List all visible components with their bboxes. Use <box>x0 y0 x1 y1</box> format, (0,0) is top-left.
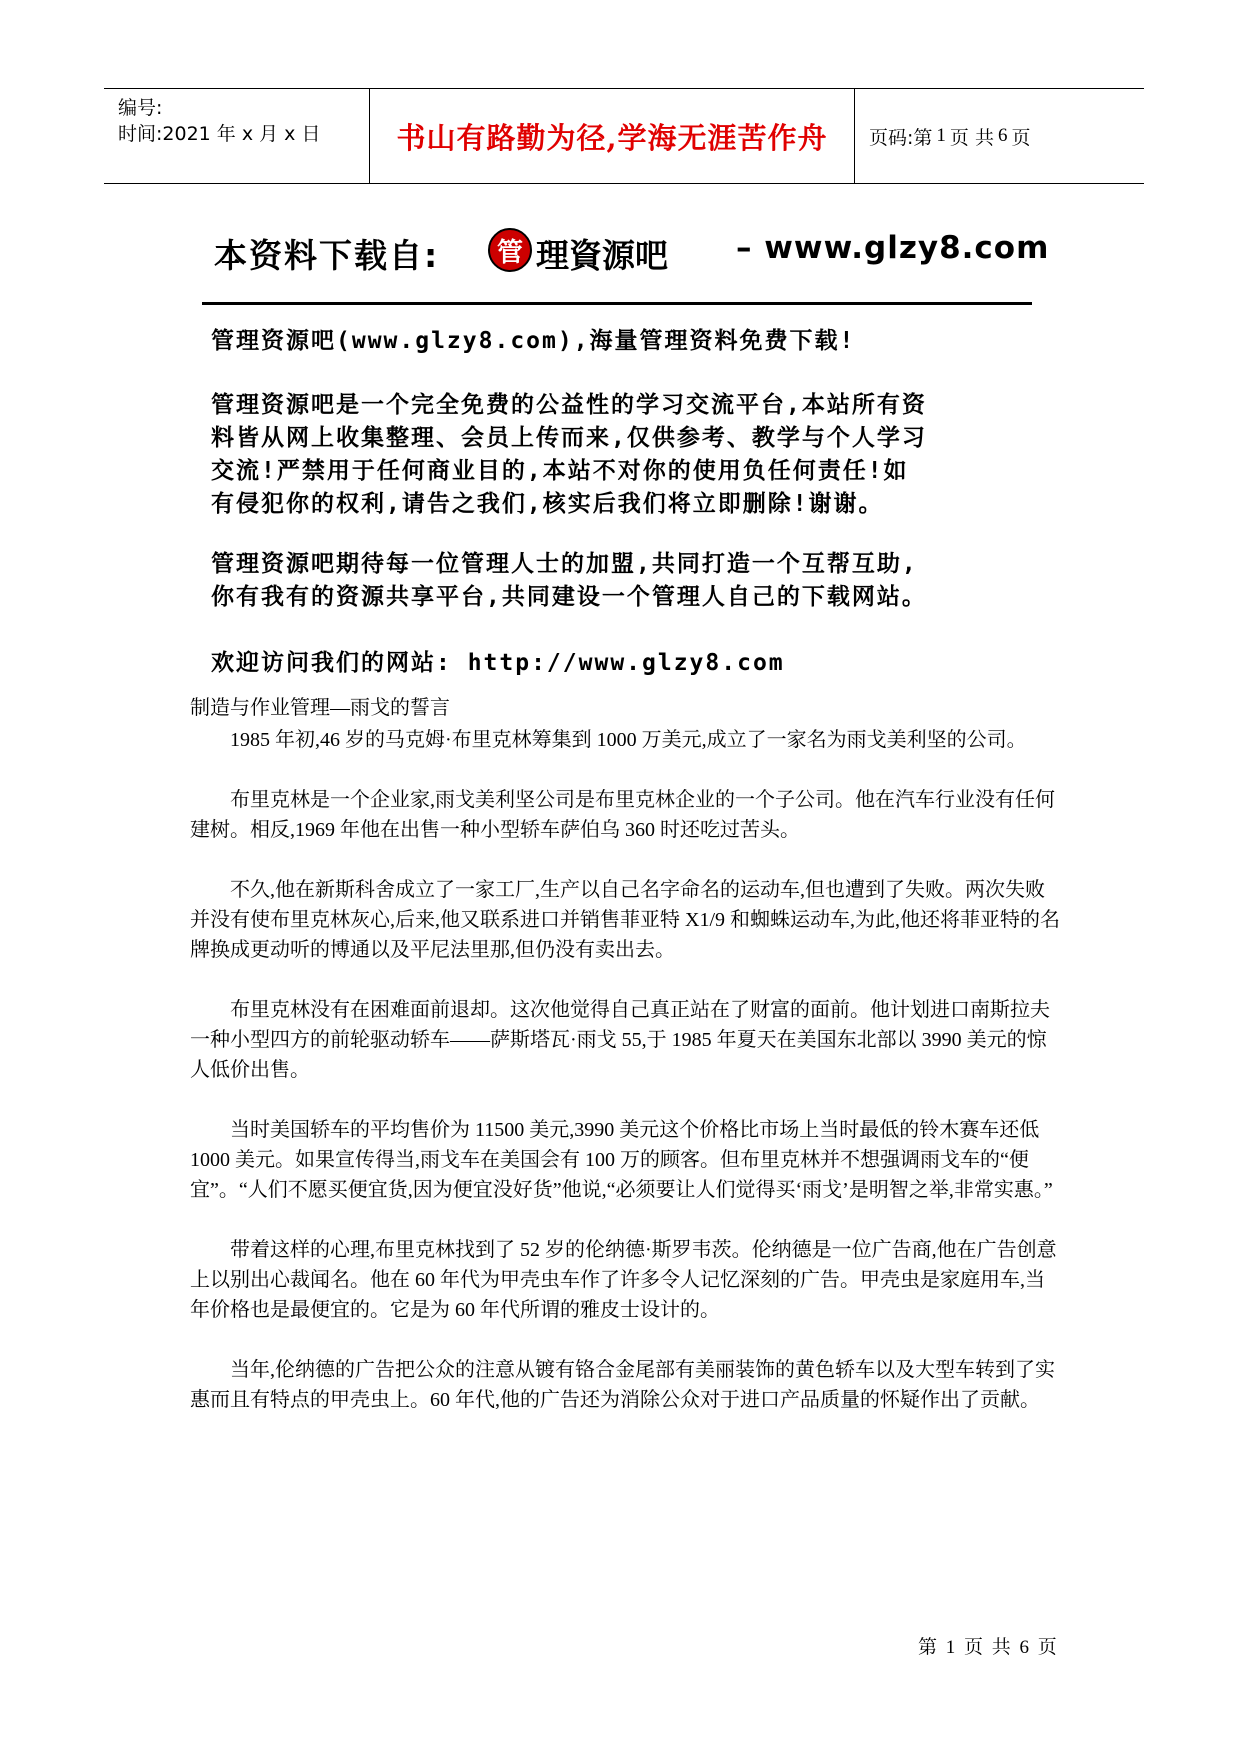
article <box>190 693 1060 1415</box>
logo-char: 管 <box>496 237 523 268</box>
banner-divider <box>202 302 1032 305</box>
notice-para2-line: 交流!严禁用于任何商业目的,本站不对你的使用负任何责任!如 <box>211 458 909 484</box>
notice-para2 <box>211 389 1071 521</box>
article-paragraph: 当年,伦纳德的广告把公众的注意从镀有铬合金尾部有美丽装饰的黄色轿车以及大型车转到了实惠而且有特点的甲壳虫上。60 年代,他的广告还为消除公众对于进口产品质量的怀疑作出了贡献。 <box>190 1359 1055 1411</box>
motto: 书山有路勤为径,学海无涯苦作舟 <box>396 120 828 155</box>
time-label: 时间:2021 年 x 月 x 日 <box>118 123 321 145</box>
notice-para2-line: 管理资源吧是一个完全免费的公益性的学习交流平台,本站所有资 <box>211 392 927 418</box>
article-paragraph: 布里克林是一个企业家,雨戈美利坚公司是布里克林企业的一个子公司。他在汽车行业没有任何建树。相反,1969 年他在出售一种小型轿车萨伯乌 360 时还吃过苦头。 <box>190 789 1055 841</box>
header-page-cell <box>855 89 1144 183</box>
page-end: 页 <box>1011 126 1031 149</box>
notice-welcome[interactable]: 欢迎访问我们的网站: http://www.glzy8.com <box>211 650 785 676</box>
banner-url[interactable]: – www.glzy8.com <box>736 230 1050 266</box>
notice-line1: 管理资源吧(www.glzy8.com),海量管理资料免费下载! <box>211 328 856 354</box>
download-banner <box>200 222 1080 288</box>
article-paragraph: 布里克林没有在困难面前退却。这次他觉得自己真正站在了财富的面前。他计划进口南斯拉夫一种小型四方的前轮驱动轿车——萨斯塔瓦·雨戈 55,于 1985 年夏天在美国东北部以 3990 美元的惊人低价出售。 <box>190 999 1050 1081</box>
page-footer: 第 1 页 共 6 页 <box>918 1637 1059 1658</box>
notice-para3 <box>211 548 1071 614</box>
notice-para2-line: 有侵犯你的权利,请告之我们,核实后我们将立即删除!谢谢。 <box>211 491 884 517</box>
header-motto-cell <box>369 89 855 183</box>
page-total: 6 <box>997 125 1008 146</box>
article-paragraph: 1985 年初,46 岁的马克姆·布里克林筹集到 1000 万美元,成立了一家名为雨戈美利坚的公司。 <box>230 729 1027 751</box>
banner-download-from: 本资料下载自: <box>214 236 440 275</box>
page-num: 1 <box>936 125 946 146</box>
article-paragraph: 当时美国轿车的平均售价为 11500 美元,3990 美元这个价格比市场上当时最低的铃木赛车还低 1000 美元。如果宣传得当,雨戈车在美国会有 100 万的顾客。但布里克林并不想强调雨戈车的“便宜”。“人们不愿买便宜货,因为便宜没好货”他说,“必须要让人们觉得买‘雨戈’是明智之举,非常实惠。” <box>190 1119 1053 1201</box>
page-mid: 页 共 <box>949 126 994 149</box>
notice-para2-line: 料皆从网上收集整理、会员上传而来,仅供参考、教学与个人学习 <box>211 425 927 451</box>
serial-label: 编号: <box>118 97 163 119</box>
header-meta <box>104 89 369 183</box>
article-paragraph: 带着这样的心理,布里克林找到了 52 岁的伦纳德·斯罗韦茨。伦纳德是一位广告商,他在广告创意上以别出心裁闻名。他在 60 年代为甲壳虫车作了许多令人记忆深刻的广告。甲壳虫是家庭用车,当年价格也是最便宜的。它是为 60 年代所谓的雅皮士设计的。 <box>190 1239 1057 1321</box>
header-table <box>104 88 1144 184</box>
notice-para3-line: 你有我有的资源共享平台,共同建设一个管理人自己的下载网站。 <box>211 584 927 610</box>
article-title: 制造与作业管理—雨戈的誓言 <box>190 697 450 719</box>
page-label: 页码:第 <box>869 126 933 149</box>
notice-para3-line: 管理资源吧期待每一位管理人士的加盟,共同打造一个互帮互助, <box>211 551 918 577</box>
glzy8-logo-icon <box>488 228 532 272</box>
article-paragraph: 不久,他在新斯科舍成立了一家工厂,生产以自己名字命名的运动车,但也遭到了失败。两次失败并没有使布里克林灰心,后来,他又联系进口并销售菲亚特 X1/9 和蜘蛛运动车,为此,他还将菲亚特的名牌换成更动听的博通以及平尼法里那,但仍没有卖出去。 <box>190 879 1060 961</box>
banner-brand: 理資源吧 <box>536 236 668 275</box>
